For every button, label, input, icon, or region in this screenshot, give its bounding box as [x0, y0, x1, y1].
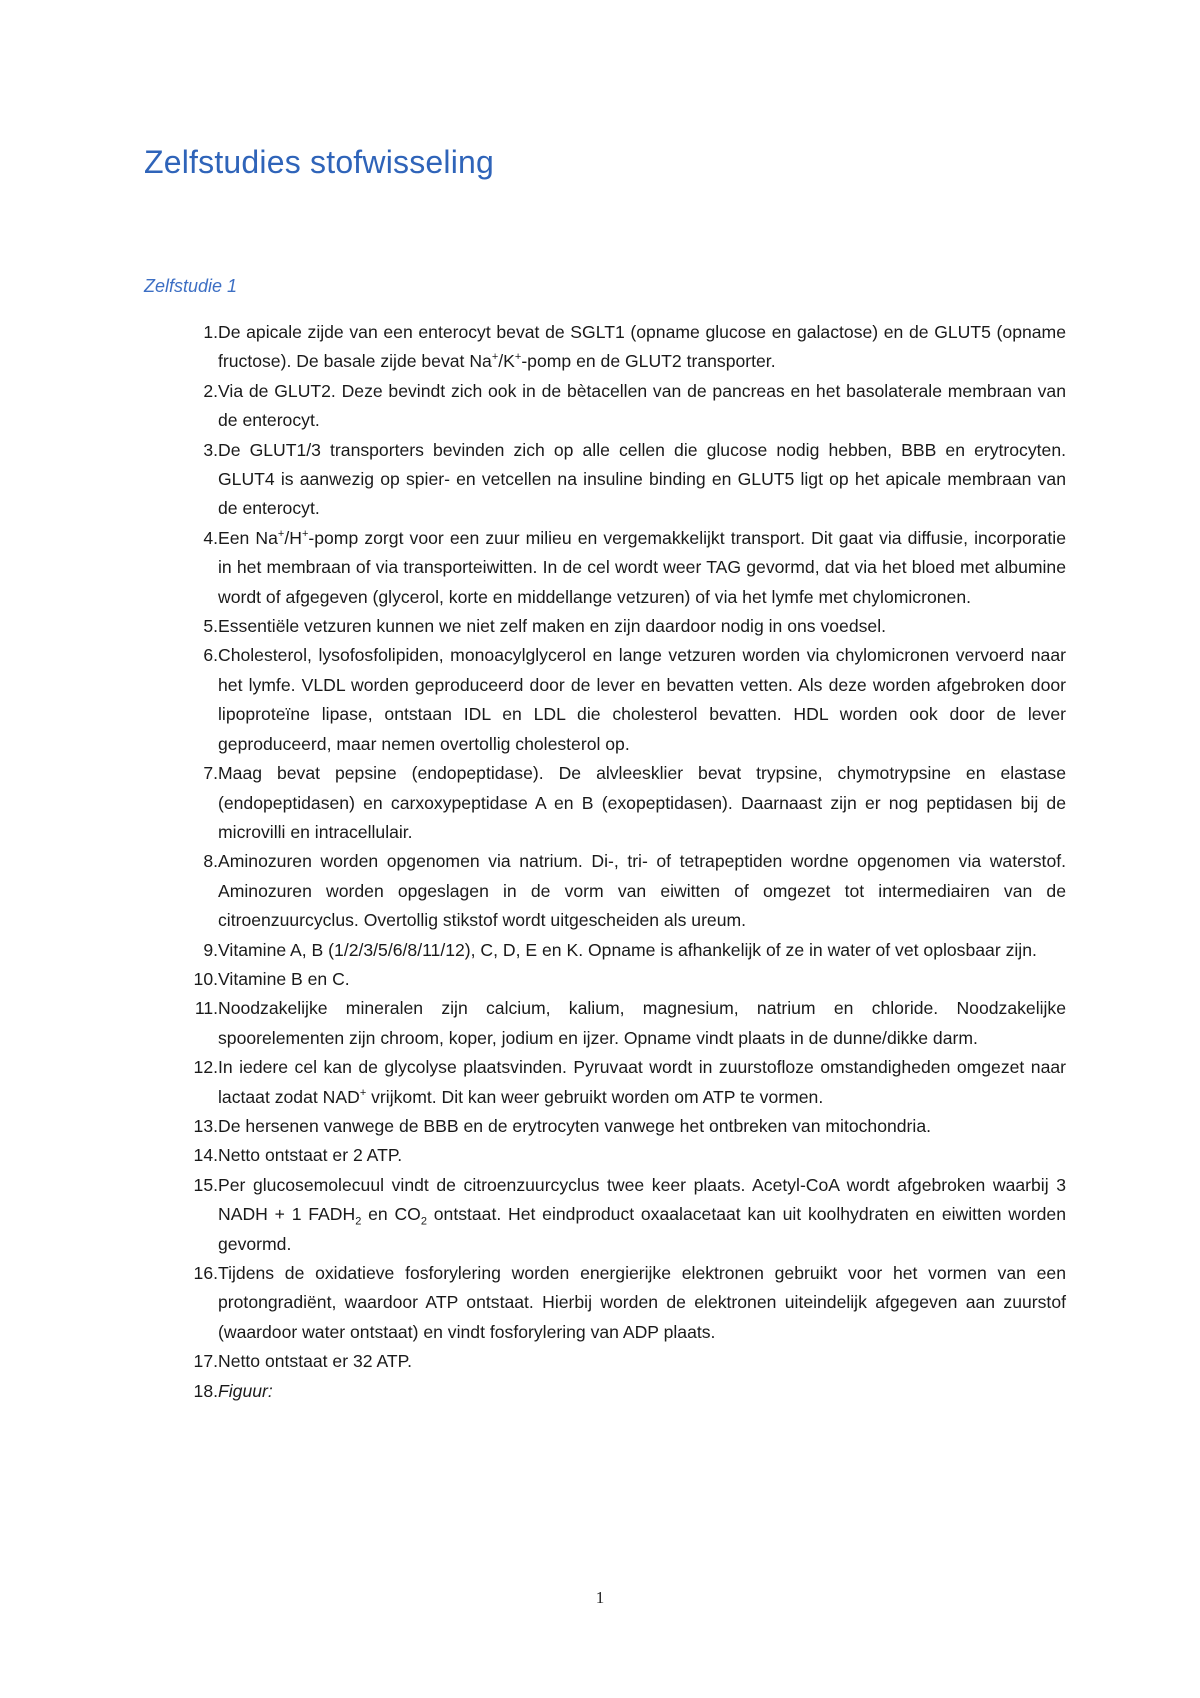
item-number: 8.: [203, 851, 218, 872]
item-text: Aminozuren worden opgenomen via natrium. Di-, tri- of tetrapeptiden wordne opgenomen via waterstof. Aminozuren worden opgeslagen in de vorm van eiwitten of omgezet tot intermediairen van de citroenzuurcyclus. Overtollig stikstof wordt uitgescheiden als ureum.: [218, 851, 1066, 931]
item-text: Cholesterol, lysofosfolipiden, monoacylglycerol en lange vetzuren worden via chylomicronen vervoerd naar het lymfe. VLDL worden geproduceerd door de lever en bevatten vetten. Als deze worden afgebroken door lipoproteïne lipase, ontstaan IDL en LDL die cholesterol bevatten. HDL worden ook door de lever geproduceerd, maar nemen overtollig cholesterol op.: [218, 645, 1066, 754]
list-item: [144, 1171, 1066, 1259]
section-title: Zelfstudie 1: [144, 276, 238, 296]
item-number: 18.: [193, 1380, 218, 1401]
item-number: 7.: [203, 763, 218, 784]
item-text: Noodzakelijke mineralen zijn calcium, kalium, magnesium, natrium en chloride. Noodzakelijke spoorelementen zijn chroom, koper, jodium en ijzer. Opname vindt plaats in de dunne/dikke darm.: [218, 998, 1066, 1048]
document-title: Zelfstudies stofwisseling: [144, 144, 495, 180]
item-number: 15.: [193, 1174, 218, 1195]
item-number: 14.: [193, 1145, 218, 1166]
item-text: Netto ontstaat er 2 ATP.: [218, 1145, 403, 1166]
item-text: Per glucosemolecuul vindt de citroenzuurcyclus twee keer plaats. Acetyl-CoA wordt afgebroken waarbij 3 NADH + 1 $FADH_2$ en $CO_2$ ontstaat. Het eindproduct oxaalacetaat kan uit koolhydraten en eiwitten worden gevormd.: [218, 1174, 1066, 1254]
list-item: [144, 847, 1066, 935]
item-number: 17.: [193, 1351, 218, 1372]
list-item: [144, 1377, 1066, 1406]
item-text: Figuur:: [218, 1380, 273, 1401]
answer-list: [144, 318, 1066, 1406]
list-item: [144, 1347, 1066, 1376]
item-number: 10.: [193, 968, 218, 989]
list-item: [144, 936, 1066, 965]
list-item: [144, 1053, 1066, 1112]
item-number: 9.: [203, 939, 218, 960]
list-item: [144, 994, 1066, 1053]
list-item: [144, 1259, 1066, 1347]
item-number: 2.: [203, 380, 218, 401]
item-text: Netto ontstaat er 32 ATP.: [218, 1351, 412, 1372]
item-text: In iedere cel kan de glycolyse plaatsvinden. Pyruvaat wordt in zuurstofloze omstandigheden omgezet naar lactaat zodat NAD+ vrijkomt. Dit kan weer gebruikt worden om ATP te vormen.: [218, 1057, 1066, 1107]
item-number: 5.: [203, 616, 218, 637]
item-text: De apicale zijde van een enterocyt bevat de SGLT1 (opname glucose en galactose) en de GLUT5 (opname fructose). De basale zijde bevat Na+/K+-pomp en de GLUT2 transporter.: [218, 322, 1066, 372]
list-item: [144, 965, 1066, 994]
item-number: 6.: [203, 645, 218, 666]
item-text: Maag bevat pepsine (endopeptidase). De alvleesklier bevat trypsine, chymotrypsine en elastase (endopeptidasen) en carxoxypeptidase A en B (exopeptidasen). Daarnaast zijn er nog peptidasen bij de microvilli en intracellulair.: [218, 763, 1066, 842]
item-number: 1.: [203, 322, 218, 342]
item-number: 16.: [193, 1263, 218, 1283]
item-number: 13.: [193, 1115, 218, 1136]
page-number: 1: [595, 1588, 605, 1607]
item-text: Via de GLUT2. Deze bevindt zich ook in de bètacellen van de pancreas en het basolaterale membraan van de enterocyt.: [218, 380, 1066, 431]
item-text: De GLUT1/3 transporters bevinden zich op alle cellen die glucose nodig hebben, BBB en erytrocyten. GLUT4 is aanwezig op spier- en vetcellen na insuline binding en GLUT5 ligt op het apicale membraan van de enterocyt.: [218, 439, 1066, 519]
item-text: Vitamine A, B (1/2/3/5/6/8/11/12), C, D, E en K. Opname is afhankelijk of ze in water of vet oplosbaar zijn.: [218, 939, 1037, 960]
list-item: [144, 759, 1066, 847]
item-number: 12.: [193, 1057, 218, 1078]
item-text: Vitamine B en C.: [218, 968, 350, 989]
item-number: 11.: [194, 998, 218, 1019]
list-item: [144, 1112, 1066, 1141]
list-item: [144, 436, 1066, 524]
list-item: [144, 1141, 1066, 1170]
item-text: De hersenen vanwege de BBB en de erytrocyten vanwege het ontbreken van mitochondria.: [218, 1115, 931, 1136]
item-text: Essentiële vetzuren kunnen we niet zelf maken en zijn daardoor nodig in ons voedsel.: [218, 616, 886, 637]
list-item: [144, 612, 1066, 641]
item-number: 4.: [203, 527, 218, 548]
list-item: [144, 524, 1066, 612]
item-text: Tijdens de oxidatieve fosforylering worden energierijke elektronen gebruikt voor het vormen van een protongradiënt, waardoor ATP ontstaat. Hierbij worden de elektronen uiteindelijk afgegeven aan zuurstof (waardoor water ontstaat) en vindt fosforylering van ADP plaats.: [218, 1263, 1066, 1342]
list-item: [144, 318, 1066, 377]
item-number: 3.: [203, 439, 218, 460]
list-item: [144, 641, 1066, 759]
item-text: Een Na+/H+-pomp zorgt voor een zuur milieu en vergemakkelijkt transport. Dit gaat via diffusie, incorporatie in het membraan of via transporteiwitten. In de cel wordt weer TAG gevormd, dat via het bloed met albumine wordt of afgegeven (glycerol, korte en middellange vetzuren) of via het lymfe met chylomicronen.: [218, 527, 1066, 607]
list-item: [144, 377, 1066, 436]
